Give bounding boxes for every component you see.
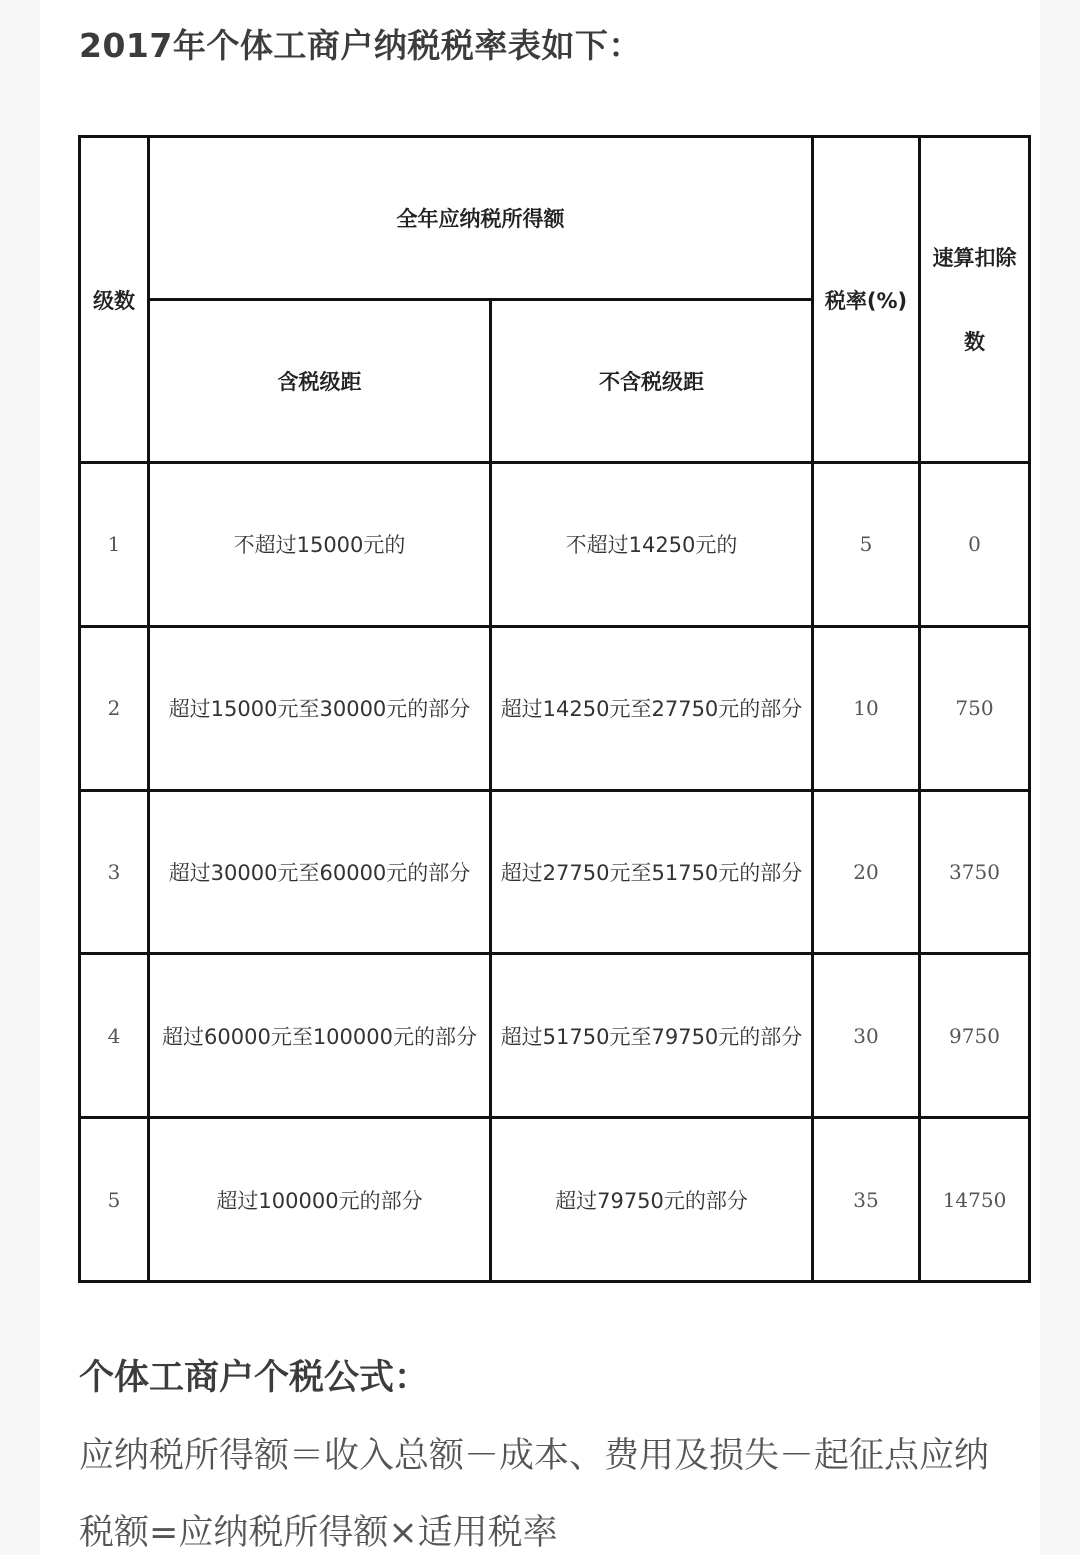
cell-deduction: 14750 (920, 1118, 1030, 1282)
tax-rate-table (78, 135, 1031, 1283)
header-without-tax: 不含税级距 (491, 300, 813, 463)
cell-deduction: 0 (920, 463, 1030, 627)
cell-without-tax: 超过27750元至51750元的部分 (491, 790, 813, 954)
cell-deduction: 3750 (920, 790, 1030, 954)
header-deduction-line1: 速算扣除 (932, 245, 1017, 270)
header-deduction-line2: 数 (964, 329, 985, 354)
header-rate: 税率(%) (813, 137, 920, 463)
table-header-row (80, 137, 1030, 300)
header-deduction (920, 137, 1030, 463)
cell-level: 5 (80, 1118, 149, 1282)
formula-line-2: 税额=应纳税所得额×适用税率 (79, 1513, 558, 1553)
cell-with-tax: 超过60000元至100000元的部分 (149, 954, 491, 1118)
cell-rate: 35 (813, 1118, 920, 1282)
header-with-tax: 含税级距 (149, 300, 491, 463)
article-heading: 2017年个体工商户纳税税率表如下： (79, 26, 642, 65)
cell-deduction: 750 (920, 626, 1030, 790)
cell-level: 4 (80, 954, 149, 1118)
header-income-group: 全年应纳税所得额 (149, 137, 813, 300)
cell-without-tax: 超过14250元至27750元的部分 (491, 626, 813, 790)
cell-without-tax: 超过51750元至79750元的部分 (491, 954, 813, 1118)
formula-title: 个体工商户个税公式： (79, 1358, 430, 1398)
cell-level: 3 (80, 790, 149, 954)
table-row (80, 626, 1030, 790)
table-row (80, 1118, 1030, 1282)
cell-rate: 5 (813, 463, 920, 627)
header-level: 级数 (80, 137, 149, 463)
cell-with-tax: 超过100000元的部分 (149, 1118, 491, 1282)
cell-rate: 10 (813, 626, 920, 790)
cell-without-tax: 超过79750元的部分 (491, 1118, 813, 1282)
cell-rate: 30 (813, 954, 920, 1118)
cell-with-tax: 超过30000元至60000元的部分 (149, 790, 491, 954)
cell-level: 2 (80, 626, 149, 790)
table-body (80, 463, 1030, 1282)
cell-without-tax: 不超过14250元的 (491, 463, 813, 627)
cell-level: 1 (80, 463, 149, 627)
table-row (80, 790, 1030, 954)
cell-deduction: 9750 (920, 954, 1030, 1118)
table-row (80, 463, 1030, 627)
table-row (80, 954, 1030, 1118)
cell-with-tax: 不超过15000元的 (149, 463, 491, 627)
formula-line-1: 应纳税所得额＝收入总额－成本、费用及损失－起征点应纳 (79, 1436, 990, 1476)
cell-rate: 20 (813, 790, 920, 954)
cell-with-tax: 超过15000元至30000元的部分 (149, 626, 491, 790)
